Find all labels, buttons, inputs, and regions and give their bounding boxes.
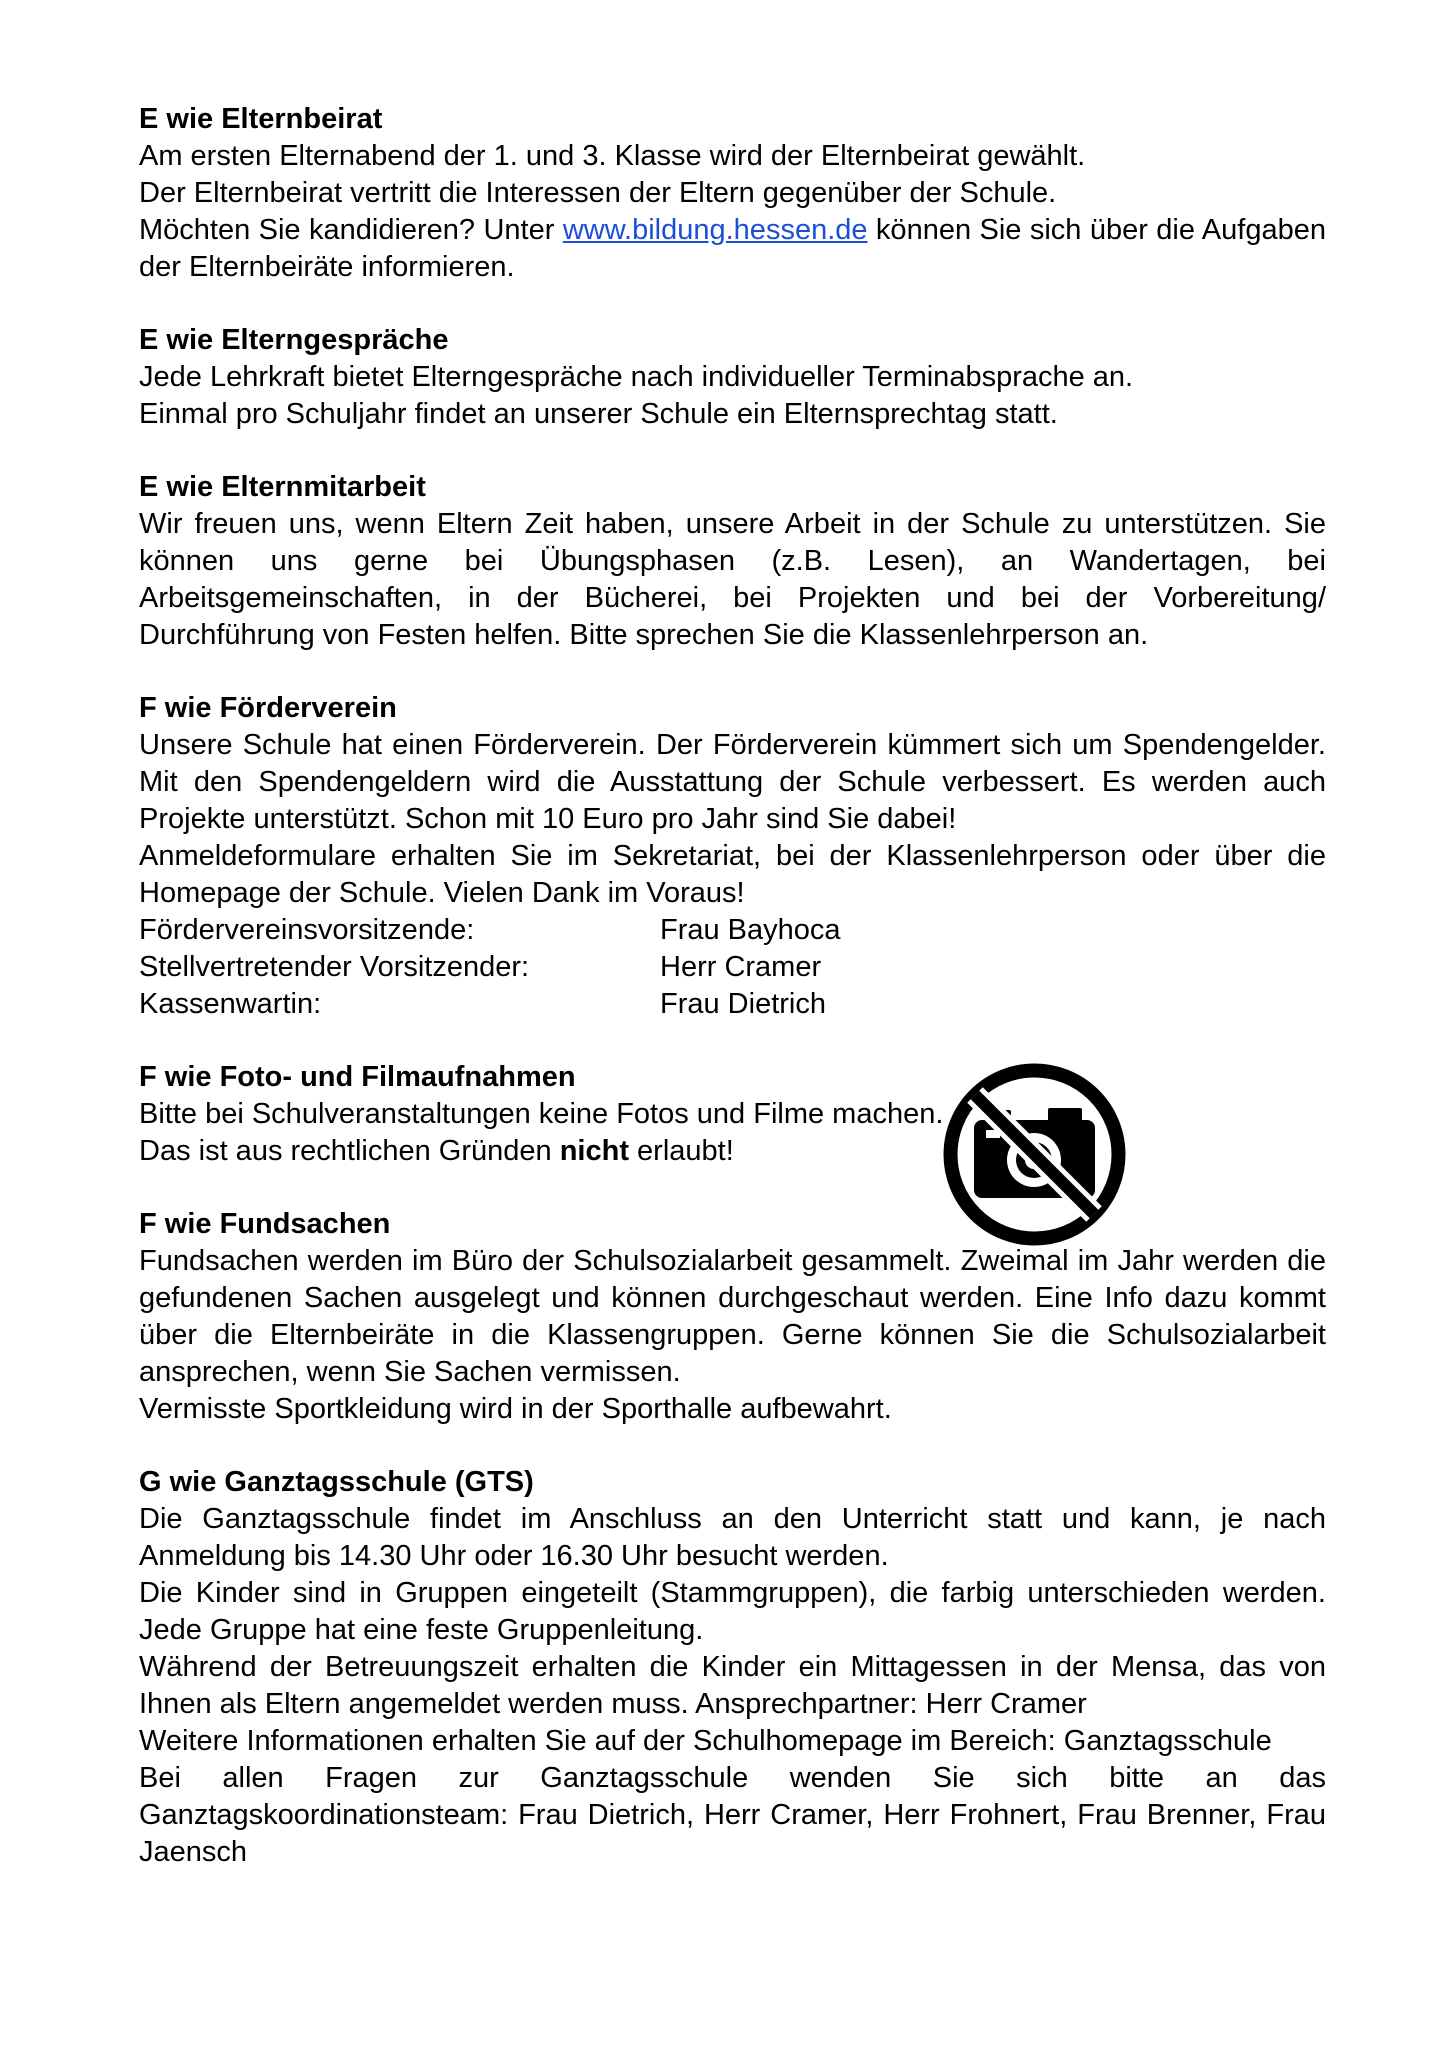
- text-run: Die Kinder sind in Gruppen eingeteilt (Stammgruppen), die farbig unterschieden werden. Jede Gruppe hat eine feste Gruppenleitung.: [139, 1577, 1326, 1646]
- paragraph: [139, 1243, 1326, 1391]
- text-run: erlaubt!: [629, 1135, 734, 1167]
- text-run: können Sie sich über die Aufgaben der Elternbeiräte informieren.: [139, 214, 1326, 283]
- paragraph: [139, 838, 1326, 912]
- text-run: Fundsachen werden im Büro der Schulsozialarbeit gesammelt. Zweimal im Jahr werden die gefundenen Sachen ausgelegt und können durchgeschaut werden. Eine Info dazu kommt über die Elternbeiräte in die Klassengruppen. Gerne können Sie die Schulsozialarbeit ansprechen, wenn Sie Sachen vermissen.: [139, 1245, 1326, 1388]
- text-run: Während der Betreuungszeit erhalten die Kinder ein Mittagessen in der Mensa, das von Ihnen als Eltern angemeldet werden muss. Ansprechpartner: Herr Cramer: [139, 1651, 1326, 1720]
- paragraph: [139, 727, 1326, 838]
- text-run: Anmeldeformulare erhalten Sie im Sekretariat, bei der Klassenlehrperson oder über die Homepage der Schule. Vielen Dank im Voraus!: [139, 840, 1326, 909]
- paragraph: [139, 1501, 1326, 1575]
- text-run: Die Ganztagsschule findet im Anschluss an den Unterricht statt und kann, je nach Anmeldung bis 14.30 Uhr oder 16.30 Uhr besucht werden.: [139, 1503, 1326, 1572]
- text-run: Jede Lehrkraft bietet Elterngespräche nach individueller Terminabsprache an.: [139, 361, 1134, 393]
- board-member-row: [139, 912, 1326, 949]
- text-run: Möchten Sie kandidieren? Unter: [139, 214, 563, 246]
- text-run: Weitere Informationen erhalten Sie auf der Schulhomepage im Bereich: Ganztagsschule: [139, 1725, 1272, 1757]
- bildung-hessen-link[interactable]: www.bildung.hessen.de: [562, 214, 868, 246]
- paragraph: [139, 1575, 1326, 1649]
- paragraph: [139, 1649, 1326, 1723]
- section-heading: G wie Ganztagsschule (GTS): [139, 1466, 534, 1498]
- text-run: Bei allen Fragen zur Ganztagsschule wenden Sie sich bitte an das Ganztagskoordinationsteam: Frau Dietrich, Herr Cramer, Herr Frohnert, Frau Brenner, Frau Jaensch: [139, 1762, 1326, 1868]
- paragraph: [139, 212, 1326, 286]
- text-run: Vermisste Sportkleidung wird in der Sporthalle aufbewahrt.: [139, 1393, 892, 1425]
- paragraph: [139, 175, 1326, 212]
- text-run: Der Elternbeirat vertritt die Interessen der Eltern gegenüber der Schule.: [139, 177, 1057, 209]
- text-run: Am ersten Elternabend der 1. und 3. Klasse wird der Elternbeirat gewählt.: [139, 140, 1086, 172]
- text-run: Einmal pro Schuljahr findet an unserer Schule ein Elternsprechtag statt.: [139, 398, 1058, 430]
- text-run: Wir freuen uns, wenn Eltern Zeit haben, unsere Arbeit in der Schule zu unterstützen. Sie können uns gerne bei Übungsphasen (z.B. Lesen), an Wandertagen, bei Arbeitsgemeinschaften, in der Bücherei, bei Projekten und bei der Vorbereitung/ Durchführung von Festen helfen. Bitte sprechen Sie die Klassenlehrperson an.: [139, 508, 1326, 651]
- paragraph: [139, 359, 1326, 396]
- section-heading: F wie Förderverein: [139, 692, 397, 724]
- document-content: [139, 101, 1326, 1871]
- paragraph: [139, 1723, 1326, 1760]
- section-heading: E wie Elterngespräche: [139, 324, 449, 356]
- section-foto: [139, 1059, 1326, 1170]
- section-heading: E wie Elternmitarbeit: [139, 471, 426, 503]
- section-foerderverein: [139, 690, 1326, 1023]
- emphasis-text: nicht: [559, 1135, 629, 1167]
- board-role: Kassenwartin:: [139, 988, 322, 1020]
- no-photography-icon: [942, 1062, 1127, 1247]
- paragraph: [139, 396, 1326, 433]
- section-heading: F wie Fundsachen: [139, 1208, 391, 1240]
- text-run: Bitte bei Schulveranstaltungen keine Fotos und Filme machen.: [139, 1098, 944, 1130]
- paragraph: [139, 506, 1326, 654]
- board-role: Stellvertretender Vorsitzender:: [139, 951, 530, 983]
- board-role: Fördervereinsvorsitzende:: [139, 914, 475, 946]
- section-gts: [139, 1464, 1326, 1871]
- board-member-name: Herr Cramer: [660, 951, 822, 983]
- section-elterngespraeche: [139, 322, 1326, 433]
- board-member-name: Frau Bayhoca: [660, 914, 841, 946]
- paragraph: [139, 1133, 1326, 1170]
- paragraph: [139, 1760, 1326, 1871]
- section-fundsachen: [139, 1206, 1326, 1428]
- board-member-row: [139, 949, 1326, 986]
- paragraph: [139, 1391, 1326, 1428]
- section-heading: E wie Elternbeirat: [139, 103, 383, 135]
- section-elternbeirat: [139, 101, 1326, 286]
- text-run: Unsere Schule hat einen Förderverein. Der Förderverein kümmert sich um Spendengelder. Mit den Spendengeldern wird die Ausstattung der Schule verbessert. Es werden auch Projekte unterstützt. Schon mit 10 Euro pro Jahr sind Sie dabei!: [139, 729, 1326, 835]
- board-member-name: Frau Dietrich: [660, 988, 826, 1020]
- text-run: Das ist aus rechtlichen Gründen: [139, 1135, 560, 1167]
- paragraph: [139, 1096, 1326, 1133]
- board-member-row: [139, 986, 1326, 1023]
- section-elternmitarbeit: [139, 469, 1326, 654]
- paragraph: [139, 138, 1326, 175]
- section-heading: F wie Foto- und Filmaufnahmen: [139, 1061, 576, 1093]
